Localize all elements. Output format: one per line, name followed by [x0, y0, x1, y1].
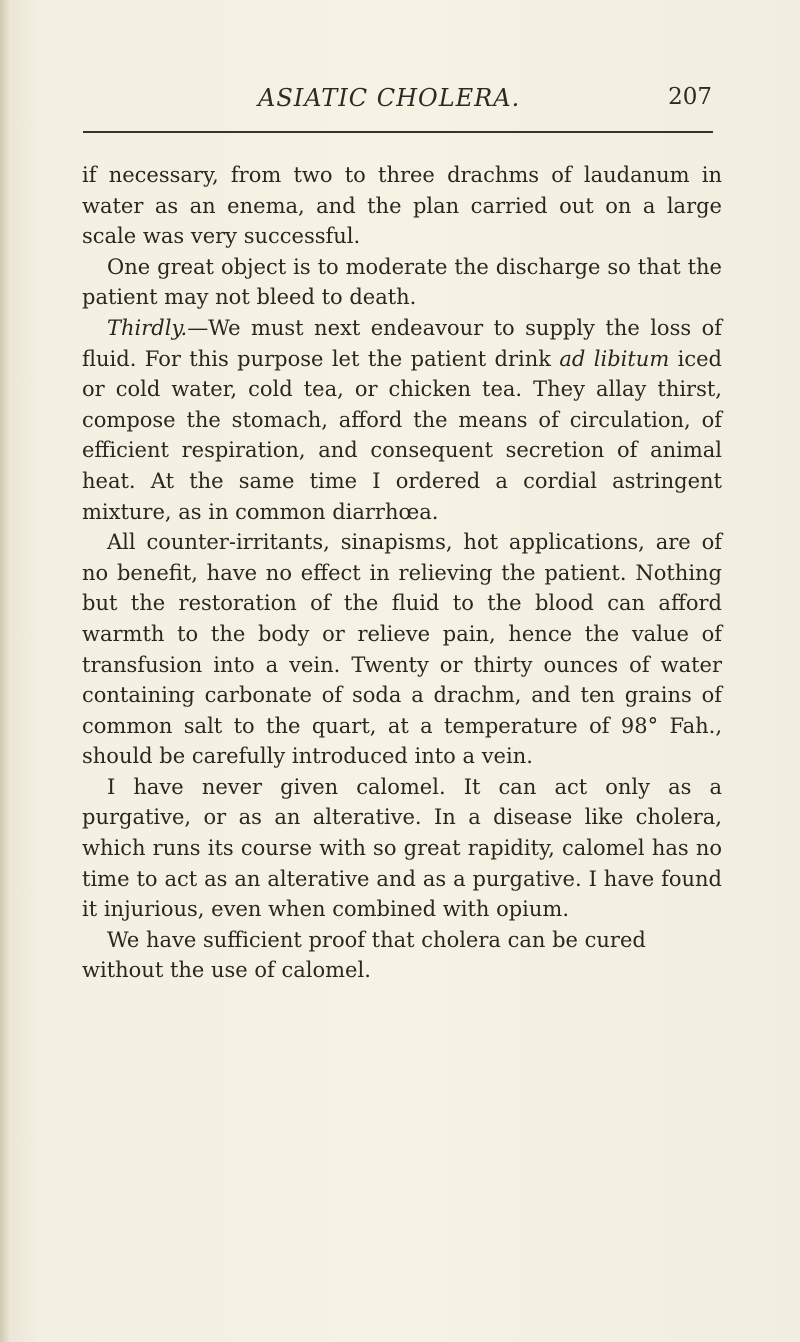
- paragraph-1: if necessary, from two to three drachms of laudanum in water as an enema, and the plan carried out on a large scale was very successful.: [82, 163, 722, 249]
- paragraph-3-text-a: —We must next endeavour to supply the loss of fluid. For this purpose let the patient drink: [82, 315, 722, 371]
- paragraph-2: One great object is to moderate the discharge so that the patient may not bleed to death.: [82, 254, 722, 310]
- page-header: [82, 84, 712, 120]
- paragraph-3-italic-phrase: ad libitum: [559, 346, 670, 371]
- paragraph-3-lead-italic: Thirdly.: [107, 315, 188, 340]
- paragraph-5: I have never given calomel. It can act only as a purgative, or as an alterative. In a disease like cholera, which runs its course with so great rapidity, calomel has no time to act as an alterative and as a purgative. I have found it injurious, even when combined with opium.: [82, 774, 722, 922]
- running-title: ASIATIC CHOLERA.: [258, 84, 521, 112]
- paragraph-3-text-b: iced or cold water, cold tea, or chicken tea. They allay thirst, compose the stomach, afford the means of circulation, of efficient respiration, and consequent secretion of animal heat. At the same time I ordered a cordial astringent mixture, as in common diarrhœa.: [82, 346, 723, 524]
- paragraph-3: [82, 313, 722, 527]
- page-number: 207: [668, 84, 712, 110]
- body-text: [82, 160, 722, 986]
- header-rule: [83, 131, 713, 133]
- paragraph-4: All counter-irritants, sinapisms, hot applications, are of no benefit, have no effect in relieving the patient. Nothing but the restoration of the fluid to the blood can afford warmth to the body or relieve pain, hence the value of transfusion into a vein. Twenty or thirty ounces of water containing carbonate of soda a drachm, and ten grains of common salt to the quart, at a temperature of 98° Fah., should be carefully introduced into a vein.: [82, 530, 722, 769]
- paragraph-6: We have sufficient proof that cholera can be cured without the use of calomel.: [82, 927, 646, 983]
- page-spine-shadow: [0, 0, 10, 1342]
